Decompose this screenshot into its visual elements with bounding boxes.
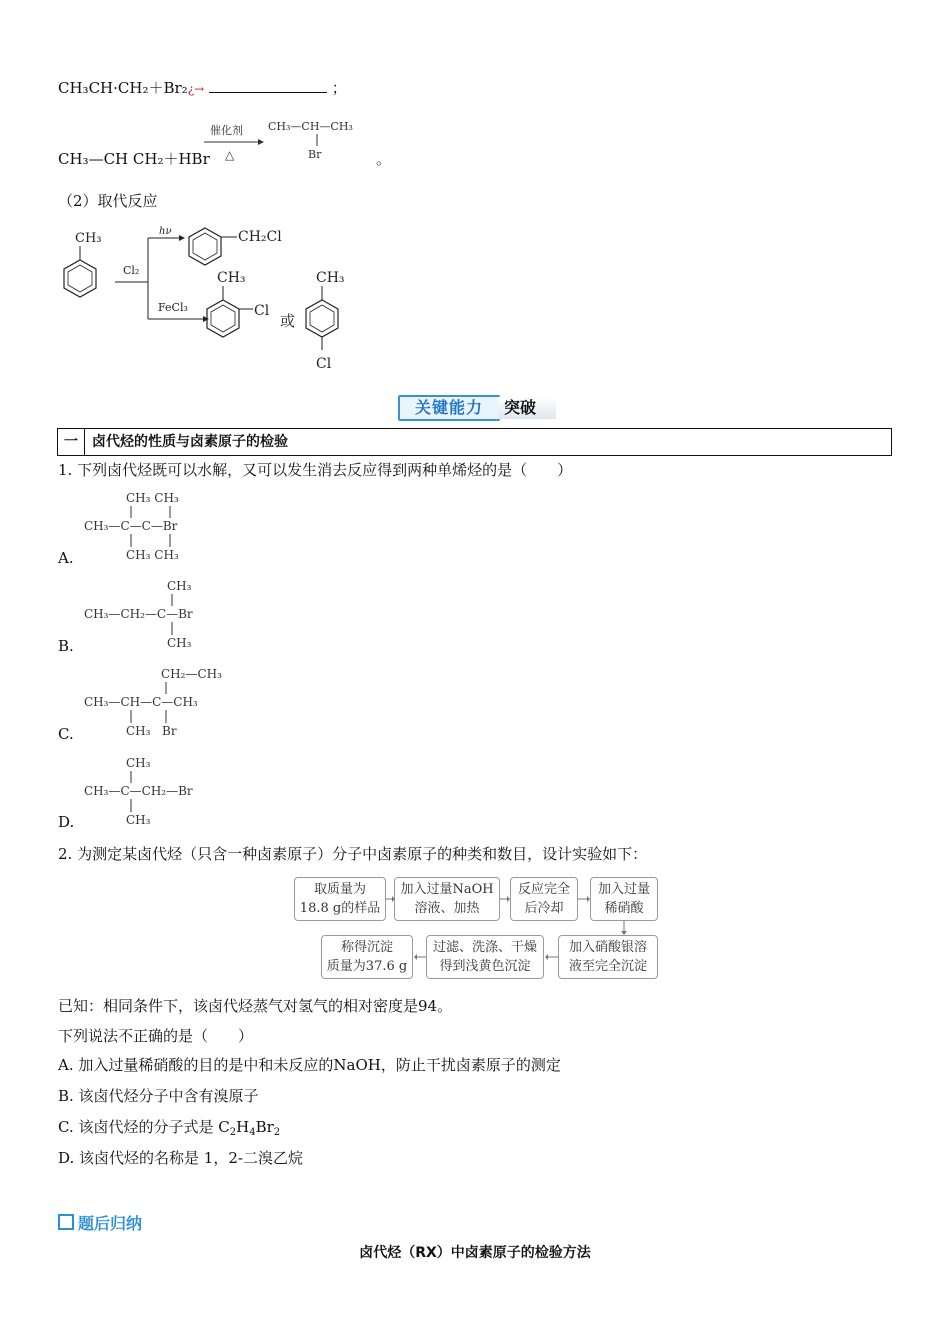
toluene-ch3: CH₃ [75, 231, 102, 246]
formula-part: H [236, 1118, 250, 1136]
flow-arrows [290, 870, 670, 985]
struct-bottom-right: Br [162, 724, 177, 738]
q1-option-a-label[interactable]: A. [58, 549, 74, 567]
struct-bottom: CH₃ [167, 636, 192, 650]
catalyst-label: 催化剂 [210, 124, 243, 137]
section-number: 一 [58, 429, 85, 455]
struct-top: CH₃ [167, 579, 192, 593]
product-main: CH₃—CH—CH₃ [268, 120, 353, 133]
arrow-head-icon [621, 931, 627, 935]
checkbox-square-icon [58, 1214, 74, 1230]
summary-heading [58, 1211, 142, 1234]
struct-bottom-left: CH₃ [126, 724, 151, 738]
flow-step-text: 加入过量NaOH [400, 882, 494, 897]
struct-main: CH₃—CH—C—CH₃ [84, 695, 198, 709]
q1-stem: 1. 下列卤代烃既可以水解，又可以发生消去反应得到两种单烯烃的是（ ） [58, 461, 573, 479]
subscript: 2 [273, 1127, 281, 1138]
q1-option-d-label[interactable]: D. [58, 813, 75, 831]
reaction-br2-lhs: CH₃CH·CH₂＋Br₂ [58, 79, 188, 97]
method-title: 卤代烃（RX）中卤素原子的检验方法 [359, 1245, 591, 1261]
reaction-hbr-lhs: CH₃—CH CH₂＋HBr [58, 150, 210, 168]
ortho-cl: Cl [254, 303, 270, 319]
q2-known: 已知：相同条件下，该卤代烃蒸气对氢气的相对密度是94。 [58, 997, 453, 1015]
flow-step-text: 反应完全 [517, 882, 570, 897]
or-word: 或 [280, 312, 296, 330]
arrow-head-icon [203, 316, 209, 322]
arrow-icon: → [194, 82, 205, 96]
struct-main: CH₃—CH₂—C—Br [84, 607, 193, 621]
q1-option-a-structure [82, 487, 242, 563]
para-ch3: CH₃ [316, 270, 345, 286]
benzene-inner-icon [68, 265, 92, 292]
flow-step-text: 液至完全沉淀 [568, 959, 647, 974]
q2-ask: 下列说法不正确的是（ ） [58, 1027, 254, 1045]
banner-badge: 关键能力 [398, 395, 500, 421]
heat-label: △ [225, 148, 235, 162]
banner-tail: 突破 [498, 397, 556, 419]
flow-step-text: 稀硝酸 [604, 901, 644, 916]
arrow-head-icon [507, 896, 510, 902]
struct-top: CH₃ [126, 756, 151, 770]
flow-step-text: 过滤、洗涤、干燥 [432, 940, 537, 955]
arrow-head-icon [545, 954, 548, 960]
reaction-hbr-end: 。 [376, 150, 392, 168]
reaction-br2-line [58, 77, 347, 98]
benzene-ring-icon [189, 228, 221, 265]
section-header [57, 428, 892, 456]
q1-option-c-label[interactable]: C. [58, 725, 74, 743]
struct-bottom: CH₃ CH₃ [126, 548, 179, 562]
benzene-ring-icon [306, 300, 338, 337]
struct-main: CH₃—C—C—Br [84, 519, 178, 533]
flow-step-text: 后冷却 [524, 901, 564, 916]
reagent-label: Cl₂ [123, 264, 140, 277]
section-title: 卤代烃的性质与卤素原子的检验 [92, 434, 288, 450]
light-condition: hν [159, 226, 172, 237]
struct-top: CH₂—CH₃ [161, 667, 222, 681]
flow-step-text: 加入硝酸银溶 [568, 940, 647, 955]
reaction-br2-end: ； [331, 79, 347, 97]
benzene-ring-icon [207, 300, 239, 337]
flow-step-text: 溶液、加热 [414, 901, 480, 916]
subscript: 2 [229, 1127, 237, 1138]
q2-option-b[interactable]: B. 该卤代烃分子中含有溴原子 [58, 1087, 259, 1105]
para-cl: Cl [316, 356, 332, 372]
product-br: Br [308, 148, 322, 161]
arrow-head-icon [179, 235, 185, 241]
answer-blank[interactable] [209, 78, 327, 93]
q1-option-b-structure [82, 575, 242, 651]
benzene-ring-icon [64, 260, 96, 297]
ortho-ch3: CH₃ [217, 270, 246, 286]
substitution-diagram [55, 222, 375, 374]
option-c-text: C. 该卤代烃的分子式是 C [58, 1118, 230, 1136]
q2-option-d[interactable]: D. 该卤代烃的名称是 1，2-二溴乙烷 [58, 1149, 303, 1167]
flow-step-text: 18.8 g的样品 [299, 901, 381, 916]
flow-step-text: 得到浅黄色沉淀 [439, 959, 531, 974]
flow-step-text: 称得沉淀 [340, 940, 393, 955]
arrow-head-icon [392, 896, 395, 902]
flow-step-text: 加入过量 [597, 882, 650, 897]
struct-main: CH₃—C—CH₂—Br [84, 784, 193, 798]
arrow-head-icon [258, 139, 264, 145]
q2-option-a[interactable]: A. 加入过量稀硝酸的目的是中和未反应的NaOH，防止干扰卤素原子的测定 [58, 1056, 561, 1074]
benzene-inner-icon [211, 305, 235, 332]
arrow-head-icon [587, 896, 590, 902]
reaction-hbr-product [200, 112, 400, 168]
q1-option-c-structure [82, 663, 252, 743]
benzene-inner-icon [310, 305, 334, 332]
substitution-heading: （2）取代反应 [58, 192, 158, 210]
q1-option-d-structure [82, 752, 252, 828]
flow-step-text: 取质量为 [313, 882, 366, 897]
struct-bottom: CH₃ [126, 813, 151, 827]
catalyst-fecl3: FeCl₃ [158, 301, 188, 314]
flow-step-text: 质量为37.6 g [326, 959, 408, 974]
benzene-inner-icon [193, 233, 217, 260]
subscript: 4 [249, 1127, 256, 1138]
product-ch2cl: CH₂Cl [238, 229, 282, 245]
reaction-br2-mark: ¿ [187, 82, 195, 96]
q2-option-c[interactable] [58, 1116, 280, 1138]
q1-option-b-label[interactable]: B. [58, 637, 74, 655]
summary-title-text: 题后归纳 [78, 1214, 143, 1233]
q2-stem: 2. 为测定某卤代烃（只含一种卤素原子）分子中卤素原子的种类和数目，设计实验如下： [58, 845, 648, 863]
arrow-head-icon [414, 954, 417, 960]
struct-top: CH₃ CH₃ [126, 491, 179, 505]
key-ability-banner [398, 393, 552, 419]
formula-part: Br [255, 1118, 274, 1136]
